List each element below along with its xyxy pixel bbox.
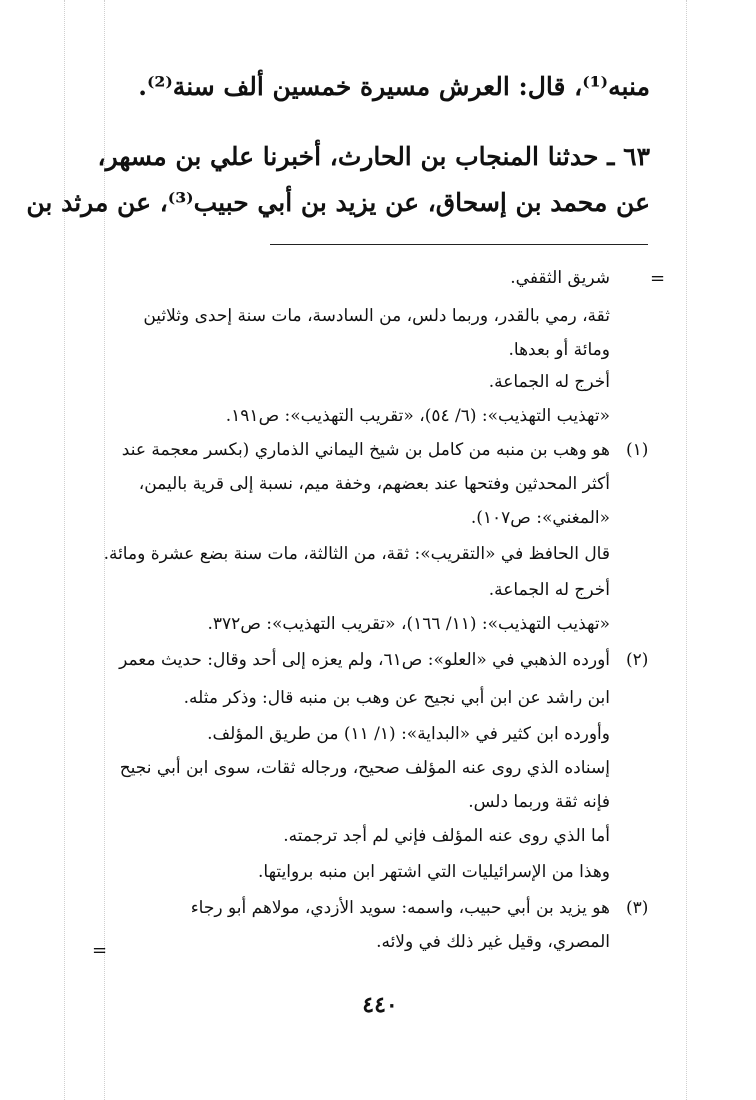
footnote-separator: [270, 244, 648, 245]
main-line-2: ٦٣ ـ حدثنا المنجاب بن الحارث، أخبرنا علي بن مسهر،: [97, 142, 650, 171]
fn3-line-1: هو يزيد بن أبي حبيب، واسمه: سويد الأزدي، مولاهم أبو رجاء: [190, 898, 610, 918]
continuation-mark: =: [650, 268, 666, 289]
fn2-line-6: أما الذي روى عنه المؤلف فإني لم أجد ترجمته.: [283, 826, 610, 846]
fn-cont-line-5: «تهذيب التهذيب»: (٦/ ٥٤)، «تقريب التهذيب»: ص١٩١.: [225, 406, 610, 426]
fn2-line-3: وأورده ابن كثير في «البداية»: (١/ ١١) من طريق المؤلف.: [207, 724, 610, 744]
fn1-line-3: «المغني»: ص١٠٧).: [470, 508, 610, 528]
margin-guide-left: [64, 0, 65, 1100]
fn2-line-7: وهذا من الإسرائيليات التي اشتهر ابن منبه بروايتها.: [258, 862, 610, 882]
fn3-line-2: المصري، وقيل غير ذلك في ولائه.: [376, 932, 610, 952]
fn1-line-6: «تهذيب التهذيب»: (١١/ ١٦٦)، «تقريب التهذيب»: ص٣٧٢.: [207, 614, 610, 634]
fn1-line-5: أخرج له الجماعة.: [488, 580, 610, 600]
fn2-line-4: إسناده الذي روى عنه المؤلف صحيح، ورجاله ثقات، سوى ابن أبي نجيح: [119, 758, 610, 778]
fn2-line-1: أورده الذهبي في «العلو»: ص٦١، ولم يعزه إلى أحد وقال: حديث معمر: [119, 650, 610, 670]
fn-cont-line-2: ثقة، رمي بالقدر، وربما دلس، من السادسة، مات سنة إحدى وثلاثين: [143, 306, 610, 326]
fn1-line-2: أكثر المحدثين وفتحها عند بعضهم، وخفة ميم، نسبة إلى قرية باليمن،: [138, 474, 610, 494]
footnote-3-number: (٣): [626, 898, 649, 918]
margin-guide-right: [686, 0, 687, 1100]
main-line-1: منبه⁽¹⁾، قال: العرش مسيرة خمسين ألف سنة⁽²⁾.: [138, 72, 650, 101]
fn1-line-4: قال الحافظ في «التقريب»: ثقة، من الثالثة، مات سنة بضع عشرة ومائة.: [103, 544, 610, 564]
main-line-3: عن محمد بن إسحاق، عن يزيد بن أبي حبيب⁽³⁾، عن مرثد بن: [26, 188, 650, 217]
fn2-line-2: ابن راشد عن ابن أبي نجيح عن وهب بن منبه قال: وذكر مثله.: [183, 688, 610, 708]
footnote-1-number: (١): [626, 440, 649, 460]
fn-cont-line-3: ومائة أو بعدها.: [508, 340, 610, 360]
footnote-2-number: (٢): [626, 650, 649, 670]
fn-cont-line-4: أخرج له الجماعة.: [488, 372, 610, 392]
fn2-line-5: فإنه ثقة وربما دلس.: [468, 792, 610, 812]
fn1-line-1: هو وهب بن منبه من كامل بن شيخ اليماني الذماري (بكسر معجمة عند: [121, 440, 610, 460]
footnote-end-mark: =: [92, 940, 108, 961]
page-number: ٤٤٠: [362, 992, 398, 1018]
fn-cont-line-1: شريق الثقفي.: [510, 268, 610, 288]
